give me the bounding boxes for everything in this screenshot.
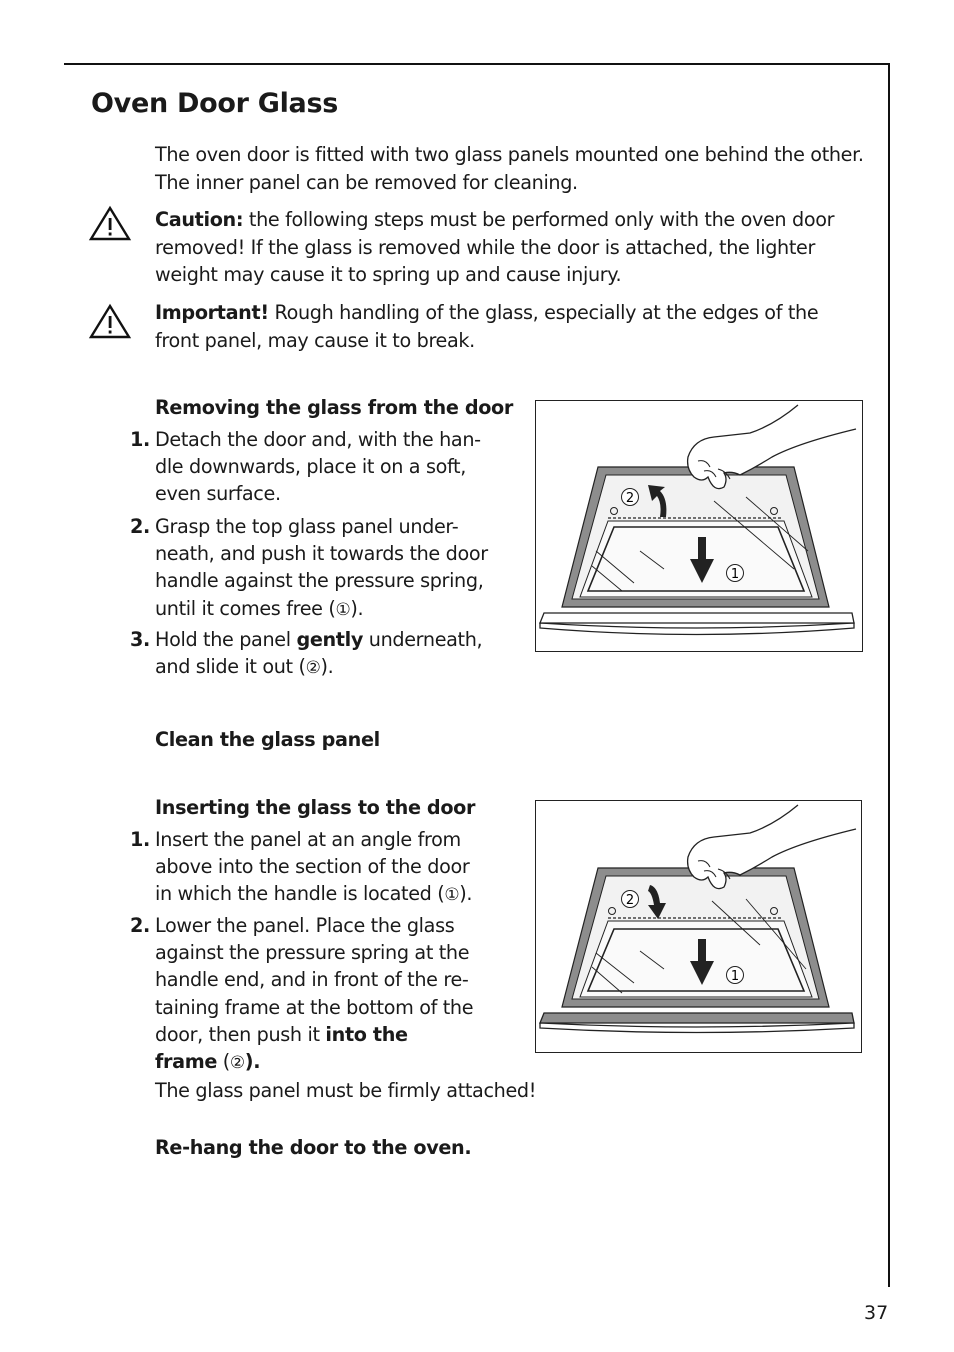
step-number: 3. xyxy=(130,628,150,651)
page-title: Oven Door Glass xyxy=(91,88,338,119)
important-text: Rough handling of the glass, especially at the edges of the front panel, may cause it to break. xyxy=(155,301,819,352)
clean-heading: Clean the glass panel xyxy=(155,728,380,751)
step-text: handle against the pressure spring, xyxy=(155,569,484,593)
step-number: 1. xyxy=(130,828,150,851)
step-text: above into the section of the door xyxy=(155,855,470,879)
caution-text: the following steps must be performed only with the oven door removed! If the glass is removed while the door is attached, the lighter weight may cause it to spring up and cause injury. xyxy=(155,208,835,286)
step-bold-text: ). xyxy=(244,1050,261,1074)
page-number: 37 xyxy=(864,1302,889,1324)
step-text: handle end, and in front of the re- xyxy=(155,968,469,992)
caution-note xyxy=(155,206,865,289)
step-text: and slide it out ( xyxy=(155,655,306,679)
warning-triangle-icon xyxy=(88,205,132,243)
step-text: ). xyxy=(320,655,334,679)
step-text: Insert the panel at an angle from xyxy=(155,828,461,851)
removing-step-3 xyxy=(130,626,530,682)
step-text: ( xyxy=(217,1050,230,1074)
circled-number: ① xyxy=(444,885,460,906)
inserting-heading: Inserting the glass to the door xyxy=(155,796,476,819)
step-text: taining frame at the bottom of the xyxy=(155,995,474,1019)
rehang-heading: Re-hang the door to the oven. xyxy=(155,1136,472,1159)
warning-triangle-icon xyxy=(88,303,132,341)
step-number: 2. xyxy=(130,515,150,538)
step-text: underneath, xyxy=(363,628,483,651)
step-text: Hold the panel xyxy=(155,628,297,651)
step-text: Grasp the top glass panel under- xyxy=(155,515,459,538)
removing-step-1 xyxy=(130,426,530,508)
top-rule xyxy=(64,63,890,65)
step-text: until it comes free ( xyxy=(155,596,336,620)
circled-number: ② xyxy=(305,658,321,679)
removing-heading: Removing the glass from the door xyxy=(155,396,513,419)
step-text: ). xyxy=(350,596,364,620)
intro-text: The oven door is fitted with two glass panels mounted one behind the other. The inner panel can be removed for cleaning. xyxy=(155,143,864,194)
removing-step-2 xyxy=(130,513,530,624)
right-rule xyxy=(888,63,890,1287)
door-glass-removal-illustration xyxy=(536,401,862,651)
step-text: dle downwards, place it on a soft, xyxy=(155,455,466,479)
step-text: Lower the panel. Place the glass xyxy=(155,914,455,937)
inserting-step-2 xyxy=(130,912,590,1104)
circled-number: ② xyxy=(229,1053,245,1074)
step-text: neath, and push it towards the door xyxy=(155,542,488,566)
step-text: against the pressure spring at the xyxy=(155,941,470,965)
step-text: The glass panel must be firmly attached! xyxy=(155,1079,537,1103)
step-bold-text: into the xyxy=(325,1022,408,1046)
door-glass-insertion-illustration xyxy=(536,801,861,1052)
step-bold-text: frame xyxy=(155,1050,218,1074)
step-text: even surface. xyxy=(155,482,281,506)
inserting-step-1 xyxy=(130,826,530,910)
figure-label-1: 1 xyxy=(730,567,740,582)
step-text: in which the handle is located ( xyxy=(155,882,445,906)
caution-label: Caution: xyxy=(155,208,244,231)
figure-label-2: 2 xyxy=(625,491,635,506)
step-number: 2. xyxy=(130,914,150,937)
step-number: 1. xyxy=(130,428,150,451)
figure-label-2: 2 xyxy=(625,893,635,908)
important-note xyxy=(155,299,865,354)
important-label: Important! xyxy=(155,301,269,324)
figure-label-1: 1 xyxy=(730,969,740,984)
circled-number: ① xyxy=(335,599,351,620)
step-text: ). xyxy=(459,882,473,906)
figure-removing-glass xyxy=(535,400,863,652)
step-bold-text: gently xyxy=(296,628,364,651)
step-text: Detach the door and, with the han- xyxy=(155,428,481,451)
figure-inserting-glass xyxy=(535,800,862,1053)
step-text: door, then push it xyxy=(155,1022,326,1046)
